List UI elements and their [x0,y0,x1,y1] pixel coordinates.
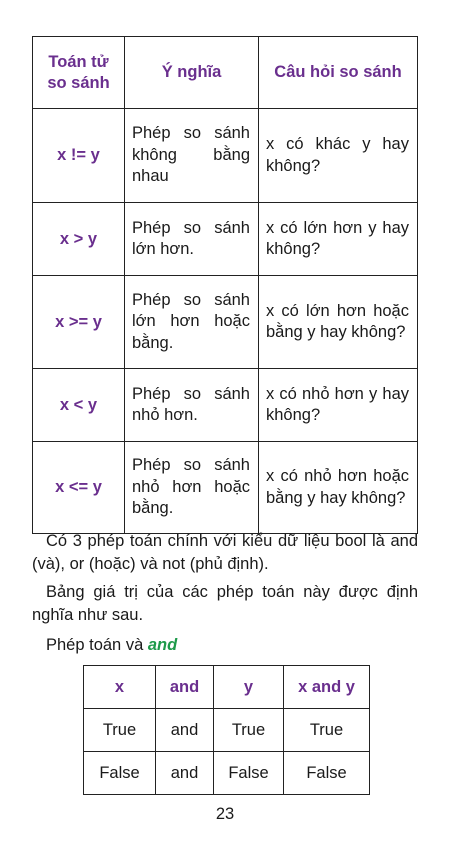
question-cell: x có lớn hơn y hay không? [259,203,418,276]
table-row [33,369,418,442]
table-cell: False [284,752,370,795]
table-row [84,709,370,752]
table-cell: and [156,752,214,795]
table-cell: True [84,709,156,752]
header-and: and [156,666,214,709]
meaning-cell: Phép so sánh lớn hơn. [125,203,259,276]
and-section-heading [46,634,432,657]
header-y: y [214,666,284,709]
header-meaning: Ý nghĩa [125,37,259,109]
truth-table-intro-paragraph: Bảng giá trị của các phép toán này được định nghĩa như sau. [32,583,418,624]
question-cell: x có nhỏ hơn y hay không? [259,369,418,442]
table-cell: False [214,752,284,795]
operator-cell: x >= y [33,276,125,369]
table-cell: True [214,709,284,752]
table-cell: and [156,709,214,752]
header-operator: Toán tử so sánh [33,37,125,109]
meaning-cell: Phép so sánh không bằng nhau [125,109,259,203]
operator-cell: x > y [33,203,125,276]
page-number: 23 [215,805,235,823]
question-cell: x có lớn hơn hoặc bằng y hay không? [259,276,418,369]
header-result: x and y [284,666,370,709]
question-cell: x có khác y hay không? [259,109,418,203]
table-row [33,442,418,534]
operator-cell: x <= y [33,442,125,534]
and-keyword: and [147,636,178,654]
table-cell: False [84,752,156,795]
table-header-row [84,666,370,709]
bool-operations-paragraph: Có 3 phép toán chính với kiểu dữ liệu bool là and (và), or (hoặc) và not (phủ định). [32,532,418,573]
and-heading-prefix: Phép toán và [46,636,148,654]
header-question: Câu hỏi so sánh [259,37,418,109]
table-header-row [33,37,418,109]
operator-cell: x < y [33,369,125,442]
meaning-cell: Phép so sánh nhỏ hơn hoặc bằng. [125,442,259,534]
and-truth-table [83,665,370,795]
table-row [84,752,370,795]
comparison-operators-table [32,36,418,534]
meaning-cell: Phép so sánh nhỏ hơn. [125,369,259,442]
meaning-cell: Phép so sánh lớn hơn hoặc bằng. [125,276,259,369]
question-cell: x có nhỏ hơn hoặc bằng y hay không? [259,442,418,534]
table-cell: True [284,709,370,752]
table-row [33,276,418,369]
header-x: x [84,666,156,709]
operator-cell: x != y [33,109,125,203]
table-row [33,203,418,276]
table-row [33,109,418,203]
